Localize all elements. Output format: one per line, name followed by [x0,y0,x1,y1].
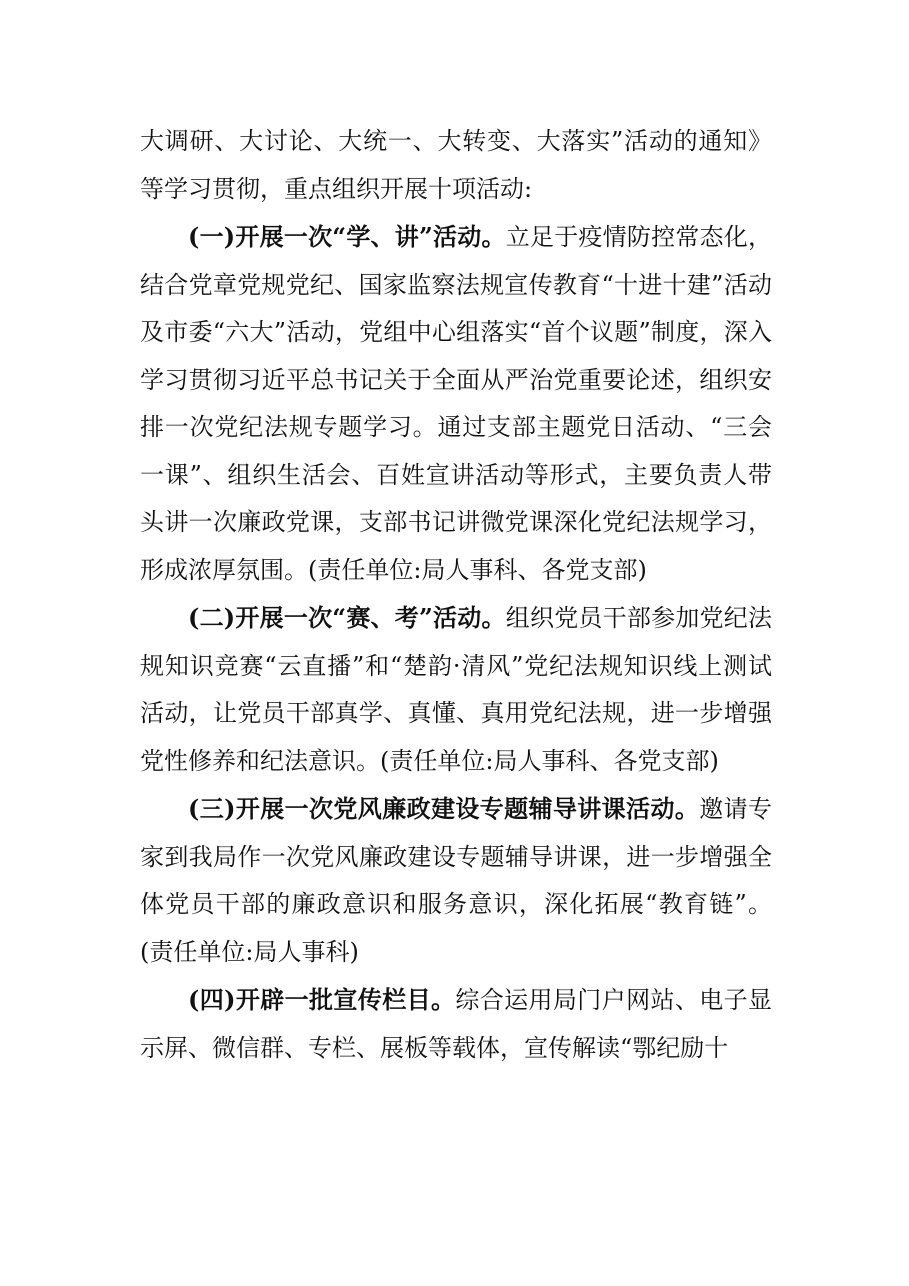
section-1-heading: (一)开展一次“学、讲”活动。 [188,222,506,251]
section-4-paragraph [140,976,772,1072]
section-3-body: 邀请专家到我局作一次党风廉政建设专题辅导讲课，进一步增强全体党员干部的廉政意识和服务意识，深化拓展“教育链”。(责任单位:局人事科) [140,795,772,966]
intro-text: 大调研、大讨论、大统一、大转变、大落实”活动的通知》等学习贯彻，重点组织开展十项活动: [140,127,772,203]
section-4-heading: (四)开辟一批宣传栏目。 [188,985,456,1014]
section-2-paragraph [140,594,772,785]
document-body [140,118,772,1072]
section-1-paragraph [140,213,772,594]
intro-paragraph [140,118,772,213]
section-2-body: 组织党员干部参加党纪法规知识竞赛“云直播”和“楚韵·清风”党纪法规知识线上测试活动，让党员干部真学、真懂、真用党纪法规，进一步增强党性修养和纪法意识。(责任单位:局人事科、各党支部) [140,604,773,775]
section-3-heading: (三)开展一次党风廉政建设专题辅导讲课活动。 [188,794,700,823]
section-3-paragraph [140,785,772,976]
section-1-body: 立足于疫情防控常态化，结合党章党规党纪、国家监察法规宣传教育“十进十建”活动及市委“六大”活动，党组中心组落实“首个议题”制度，深入学习贯彻习近平总书记关于全面从严治党重要论述，组织安排一次党纪法规专题学习。通过支部主题党日活动、“三会一课”、组织生活会、百姓宣讲活动等形式，主要负责人带头讲一次廉政党课，支部书记讲微党课深化党纪法规学习，形成浓厚氛围。(责任单位:局人事科、各党支部) [140,223,773,584]
section-4-body: 综合运用局门户网站、电子显示屏、微信群、专栏、展板等载体，宣传解读“鄂纪励十 [140,986,772,1062]
section-2-heading: (二)开展一次“赛、考”活动。 [188,603,506,632]
